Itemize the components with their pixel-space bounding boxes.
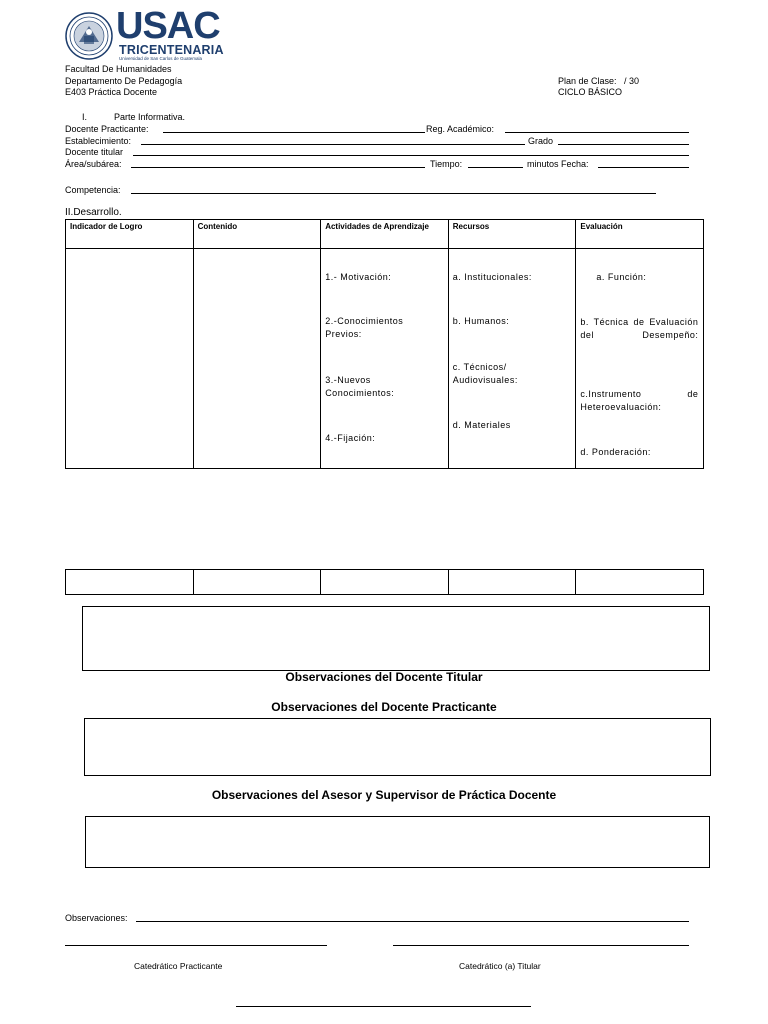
logo-university: Universidad de San Carlos de Guatemala: [119, 56, 203, 61]
empty-cell[interactable]: [576, 570, 704, 595]
recurso-tecnicos: c. Técnicos/ Audiovisuales:: [452, 362, 518, 385]
docente-practicante-field[interactable]: [163, 132, 425, 133]
desarrollo-table: [65, 219, 704, 469]
firma-titular-line[interactable]: [393, 945, 689, 946]
empty-cell[interactable]: [448, 570, 576, 595]
section1-title: Parte Informativa.: [114, 112, 186, 122]
empty-cell[interactable]: [321, 570, 449, 595]
actividad-motivacion: 1.- Motivación:: [325, 272, 392, 282]
section2-title: II.Desarrollo.: [65, 207, 122, 218]
empty-row-table: [65, 569, 704, 595]
establecimiento-field[interactable]: [141, 144, 525, 145]
establecimiento-label: Establecimiento:: [65, 136, 132, 146]
observaciones-asesor-box[interactable]: [85, 816, 710, 868]
evaluacion-instrumento: c.Instrumento de Heteroevaluación:: [580, 389, 699, 412]
department-label: Departamento De Pedagogía: [65, 76, 183, 86]
col-recursos-header: Recursos: [448, 220, 576, 249]
empty-cell[interactable]: [66, 570, 194, 595]
area-field[interactable]: [131, 167, 425, 168]
grado-field[interactable]: [558, 144, 689, 145]
actividad-conocimientos-previos: 2.-Conocimientos Previos:: [325, 316, 404, 339]
docente-titular-label: Docente titular: [65, 147, 124, 157]
observaciones-practicante-box[interactable]: [84, 718, 711, 776]
plan-label: Plan de Clase: / 30: [558, 76, 640, 86]
docente-practicante-label: Docente Practicante:: [65, 124, 149, 134]
course-label: E403 Práctica Docente: [65, 87, 158, 97]
area-label: Área/subárea:: [65, 159, 122, 169]
observaciones-general-label: Observaciones:: [65, 913, 128, 923]
firma-supervisor-line[interactable]: [236, 1006, 531, 1007]
observaciones-asesor-title: Observaciones del Asesor y Supervisor de Práctica Docente: [211, 788, 557, 802]
actividades-cell[interactable]: [321, 249, 449, 469]
evaluacion-ponderacion: d. Ponderación:: [580, 447, 651, 457]
tiempo-field[interactable]: [468, 167, 523, 168]
actividad-nuevos-conocimientos: 3.-Nuevos Conocimientos:: [325, 375, 395, 398]
empty-cell[interactable]: [193, 570, 321, 595]
observaciones-practicante-title: Observaciones del Docente Practicante: [271, 700, 497, 714]
docente-titular-field[interactable]: [133, 155, 689, 156]
contenido-cell[interactable]: [193, 249, 321, 469]
logo-subtitle: TRICENTENARIA: [119, 43, 224, 57]
grado-label: Grado: [528, 136, 554, 146]
logo-name: USAC: [116, 5, 220, 47]
catedratico-practicante-label: Catedrático Practicante: [134, 961, 223, 971]
observaciones-general-field[interactable]: [136, 921, 689, 922]
tiempo-label: Tiempo:: [430, 159, 463, 169]
recursos-cell[interactable]: [448, 249, 576, 469]
reg-academico-field[interactable]: [505, 132, 689, 133]
usac-logo: [116, 5, 224, 62]
section1-number: I.: [82, 112, 88, 122]
competencia-field[interactable]: [131, 193, 656, 194]
evaluacion-cell[interactable]: [576, 249, 704, 469]
university-seal-logo: [65, 12, 113, 60]
col-evaluacion-header: Evaluación: [576, 220, 704, 249]
firma-practicante-line[interactable]: [65, 945, 327, 946]
observaciones-titular-title: Observaciones del Docente Titular: [285, 670, 483, 684]
evaluacion-tecnica: b. Técnica de Evaluación del Desempeño:: [580, 317, 699, 340]
recurso-materiales: d. Materiales: [452, 420, 511, 430]
actividad-fijacion: 4.-Fijación:: [325, 433, 376, 443]
catedratico-titular-label: Catedrático (a) Titular: [459, 961, 541, 971]
recurso-humanos: b. Humanos:: [452, 316, 510, 326]
faculty-label: Facultad De Humanidades: [65, 64, 172, 74]
cycle-label: CICLO BÁSICO: [558, 87, 623, 97]
evaluacion-funcion: a. Función:: [596, 272, 647, 282]
col-contenido-header: Contenido: [193, 220, 321, 249]
indicador-cell[interactable]: [66, 249, 194, 469]
competencia-label: Competencia:: [65, 185, 121, 195]
minutos-fecha-label: minutos Fecha:: [527, 159, 589, 169]
fecha-field[interactable]: [598, 167, 689, 168]
col-actividades-header: Actividades de Aprendizaje: [321, 220, 449, 249]
col-indicador-header: Indicador de Logro: [66, 220, 194, 249]
recurso-institucionales: a. Institucionales:: [452, 272, 532, 282]
reg-academico-label: Reg. Académico:: [426, 124, 495, 134]
observaciones-titular-box[interactable]: [82, 606, 710, 671]
